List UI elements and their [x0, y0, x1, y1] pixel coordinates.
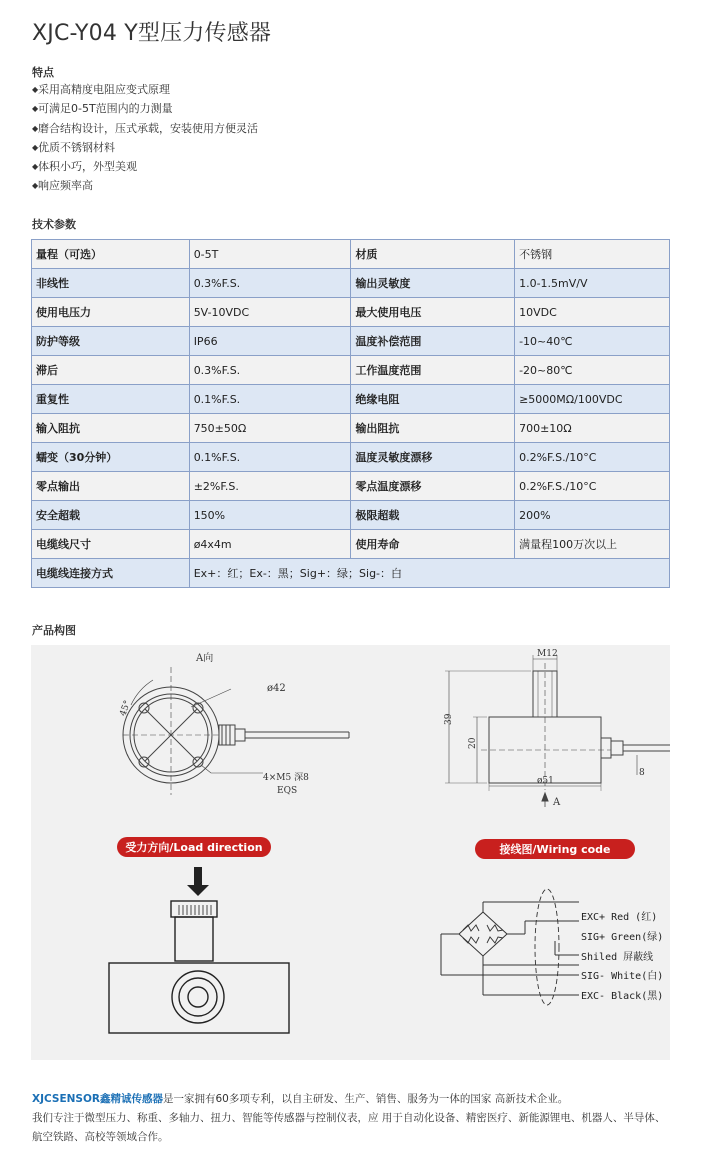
spec-key: 零点输出: [32, 472, 190, 501]
spec-value: -20~80℃: [515, 356, 670, 385]
features-heading: 特点: [32, 66, 54, 79]
table-row: [32, 327, 670, 356]
table-row: [32, 269, 670, 298]
feature-item: ◆响应频率高: [32, 176, 258, 195]
spec-value: 150%: [189, 501, 351, 530]
dim-m12-label: M12: [537, 649, 558, 659]
wiring-code-text: 接线图/Wiring code: [499, 843, 611, 856]
spec-value: 10VDC: [515, 298, 670, 327]
bullet-icon: ◆: [32, 162, 39, 172]
spec-value: 0.2%F.S./10°C: [515, 443, 670, 472]
spec-key: 温度补偿范围: [351, 327, 515, 356]
spec-key: 量程（可选）: [32, 240, 190, 269]
spec-key: 滞后: [32, 356, 190, 385]
wire-exc-plus: EXC+ Red (红): [581, 912, 658, 923]
spec-key: 输出灵敏度: [351, 269, 515, 298]
wire-exc-minus: EXC- Black(黑): [581, 991, 664, 1002]
table-row: [32, 501, 670, 530]
spec-value: 0.2%F.S./10°C: [515, 472, 670, 501]
bullet-icon: ◆: [32, 142, 39, 152]
bullet-icon: ◆: [32, 104, 39, 114]
spec-value: ø4x4m: [189, 530, 351, 559]
feature-item: ◆采用高精度电阻应变式原理: [32, 80, 258, 99]
table-row: [32, 472, 670, 501]
product-drawing: [31, 645, 670, 1060]
spec-value: ±2%F.S.: [189, 472, 351, 501]
spec-value: 700±10Ω: [515, 414, 670, 443]
spec-key: 最大使用电压: [351, 298, 515, 327]
spec-value: IP66: [189, 327, 351, 356]
dim-20-label: 20: [468, 737, 478, 749]
spec-key: 工作温度范围: [351, 356, 515, 385]
table-row: [32, 559, 670, 588]
spec-key: 输入阻抗: [32, 414, 190, 443]
spec-key: 输出阻抗: [351, 414, 515, 443]
spec-key: 材质: [351, 240, 515, 269]
wire-sig-minus: SIG- White(白): [581, 971, 664, 982]
intro-line-2: 我们专注于微型压力、称重、多轴力、扭力、智能等传感器与控制仪表，应 用于自动化设备、精密医疗、新能源锂电、机器人、半导体、航空铁路、高校等领域合作。: [32, 1112, 666, 1143]
spec-value: 0.1%F.S.: [189, 443, 351, 472]
spec-value: 不锈钢: [515, 240, 670, 269]
brand-name: XJCSENSOR鑫精诚传感器: [32, 1093, 163, 1105]
spec-table: [31, 239, 670, 588]
features-list: [32, 80, 258, 196]
spec-key: 蠕变（30分钟）: [32, 443, 190, 472]
table-row: [32, 385, 670, 414]
top-view-drawing: [123, 651, 349, 795]
spec-key: 极限超载: [351, 501, 515, 530]
label-a-direction: A向: [196, 653, 214, 664]
bullet-icon: ◆: [32, 123, 39, 133]
table-row: [32, 240, 670, 269]
table-row: [32, 298, 670, 327]
spec-key: 非线性: [32, 269, 190, 298]
spec-value: -10~40℃: [515, 327, 670, 356]
dim-8-label: 8: [639, 768, 645, 778]
intro-line-1: 是一家拥有60多项专利，以自主研发、生产、销售、服务为一体的国家 高新技术企业。: [163, 1093, 569, 1105]
wire-shield: Shiled 屏蔽线: [581, 952, 654, 963]
spec-value: 0.3%F.S.: [189, 356, 351, 385]
feature-item: ◆可满足0-5T范围内的力测量: [32, 99, 258, 118]
spec-value: 0-5T: [189, 240, 351, 269]
figure-heading: 产品构图: [32, 624, 76, 637]
holes-label: 4×M5 深8: [263, 773, 309, 783]
spec-key: 电缆线连接方式: [32, 559, 190, 588]
feature-item: ◆体积小巧，外型美观: [32, 157, 258, 176]
spec-key: 使用寿命: [351, 530, 515, 559]
feature-item: ◆优质不锈钢材料: [32, 138, 258, 157]
spec-value: 200%: [515, 501, 670, 530]
wiring-diagram: [441, 889, 579, 1005]
side-view-drawing: [445, 655, 670, 807]
spec-value: 0.3%F.S.: [189, 269, 351, 298]
eqs-label: EQS: [277, 786, 298, 796]
dim-39-label: 39: [444, 713, 454, 725]
table-row: [32, 530, 670, 559]
bullet-icon: ◆: [32, 181, 39, 191]
spec-value: 5V-10VDC: [189, 298, 351, 327]
spec-value: ≥5000MΩ/100VDC: [515, 385, 670, 414]
spec-key: 防护等级: [32, 327, 190, 356]
load-sensor-drawing: [109, 867, 289, 1033]
dim-42-label: ø42: [267, 683, 286, 694]
table-row: [32, 414, 670, 443]
specs-heading: 技术参数: [32, 218, 76, 231]
spec-value: Ex+：红；Ex-：黑；Sig+：绿；Sig-：白: [189, 559, 669, 588]
spec-key: 温度灵敏度漂移: [351, 443, 515, 472]
spec-value: 0.1%F.S.: [189, 385, 351, 414]
arrow-a-label: A: [553, 797, 561, 808]
spec-key: 绝缘电阻: [351, 385, 515, 414]
table-row: [32, 356, 670, 385]
spec-value: 满量程100万次以上: [515, 530, 670, 559]
bullet-icon: ◆: [32, 85, 39, 94]
spec-key: 使用电压力: [32, 298, 190, 327]
spec-key: 重复性: [32, 385, 190, 414]
spec-key: 安全超载: [32, 501, 190, 530]
spec-value: 750±50Ω: [189, 414, 351, 443]
down-arrow-icon: [187, 885, 209, 896]
load-direction-text: 受力方向/Load direction: [125, 841, 263, 854]
angle-label: 45°: [118, 699, 134, 718]
wire-sig-plus: SIG+ Green(绿): [581, 932, 664, 943]
dim-51-label: ø51: [537, 776, 554, 786]
company-intro: [32, 1090, 672, 1147]
spec-key: 零点温度漂移: [351, 472, 515, 501]
table-row: [32, 443, 670, 472]
spec-value: 1.0-1.5mV/V: [515, 269, 670, 298]
page-title: XJC-Y04 Y型压力传感器: [32, 21, 272, 46]
spec-key: 电缆线尺寸: [32, 530, 190, 559]
feature-item: ◆磨合结构设计，压式承载，安装使用方便灵活: [32, 119, 258, 138]
